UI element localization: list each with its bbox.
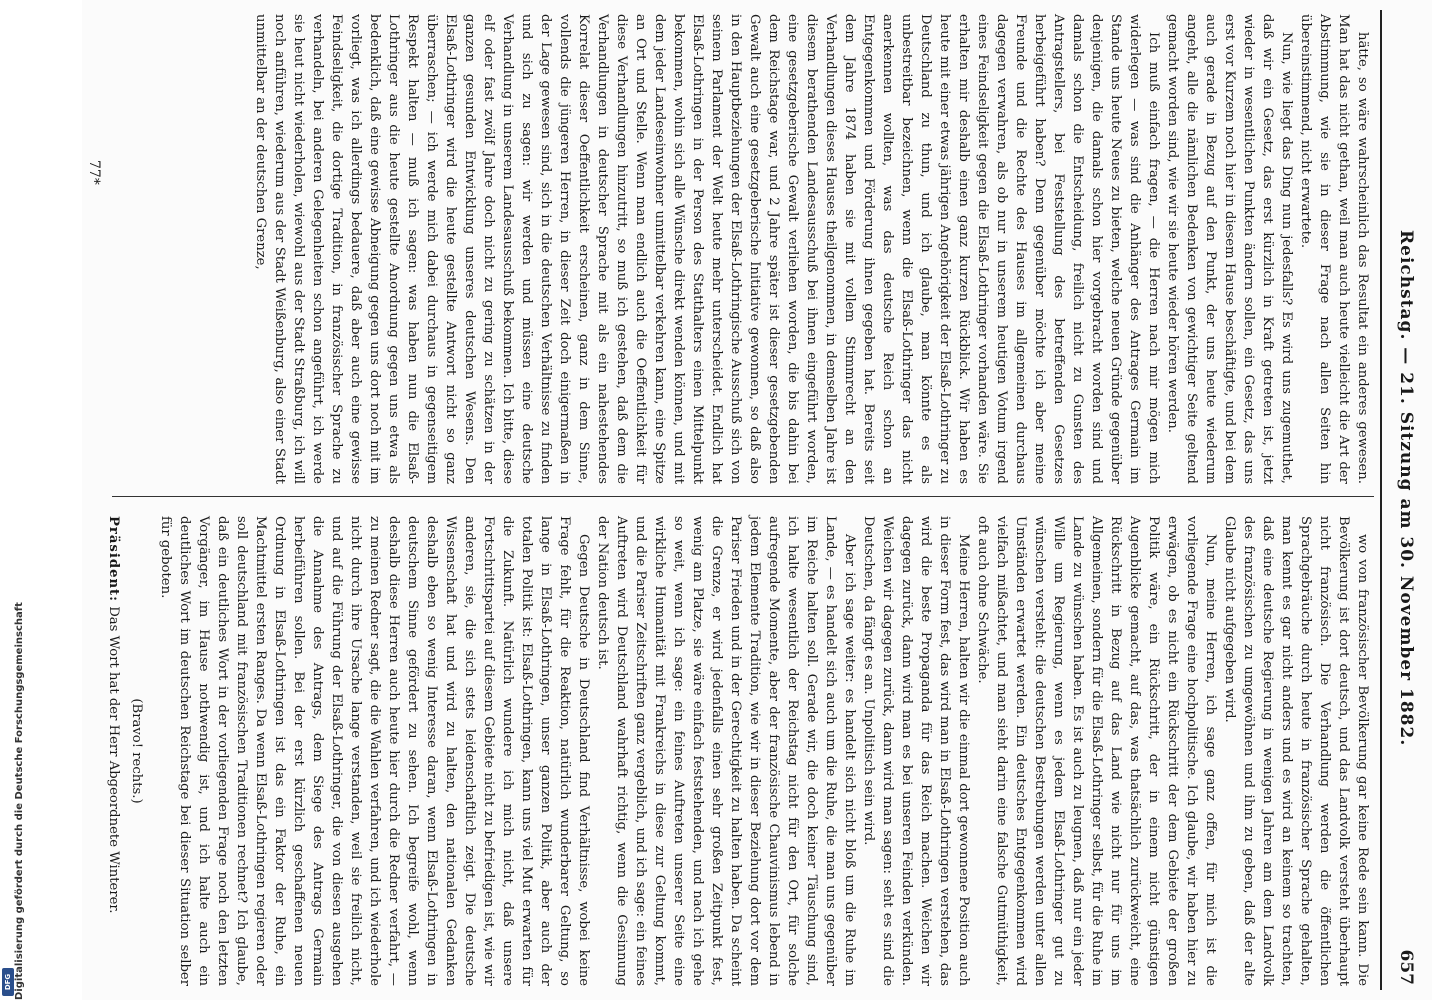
left-column	[112, 14, 1372, 484]
page-header	[1384, 10, 1424, 990]
dfg-logo-text: DFG	[4, 973, 12, 991]
paragraph: Meine Herren, halten wir die einmal dort gewonnene Position auch in dieser Form fest, das wird man in Elsaß-Lothringen verstehen, das wird die beste Propaganda für das Reich machen. Weichen wir dagegen zurück, dann wird man es bei unseren Feinden verkünden. Weichen wir dagegen zurück, dann wird man sagen: seht es sind die Deutschen, da fängt es an. Unpolitisch sein wird.	[861, 516, 971, 986]
applause-note: (Bravo! rechts.)	[129, 698, 144, 804]
dfg-logo-icon	[2, 968, 14, 996]
column-divider	[112, 496, 1374, 497]
document-page	[82, 0, 1432, 1000]
digitization-sidebar	[0, 0, 25, 1000]
digitization-note: Digitalisierung gefördert durch die Deutsche Forschungsgemeinschaft	[14, 602, 25, 1000]
right-column	[106, 516, 1372, 986]
paragraph: Nun, wie liegt das Ding nun jedesfalls? Es wird uns zugemuthet, daß wir ein Gesetz, das erst kürzlich in Kraft getreten ist, jetzt wieder in wesentlichen Punkten ändern sollen, ein Gesetz, das uns erst vor Kurzem noch hier in diesem Hause beschäftigte, und bei dem auch gerade in Bezug auf den Punkt, der uns heute wiederum angeht, alle die nämlichen Bedenken von gewichtiger Seite geltend gemacht worden sind, wie wir sie heute wieder hören werden.	[1165, 14, 1294, 484]
paragraph: hätte, so wäre wahrscheinlich das Resultat ein anderes gewesen. Man hat das nicht gethan, weil man auch heute vielleicht die Art der Abstimmung, wie sie in dieser Frage nach allen Seiten hin übereinstimmend, nicht erwartete.	[1298, 14, 1370, 484]
president-statement	[104, 516, 123, 986]
signature-mark: 77*	[86, 160, 102, 185]
header-rule	[1380, 10, 1382, 990]
president-text: Das Wort hat der Herr Abgeordnete Winterer.	[106, 606, 121, 914]
paragraph: Ich muß einfach fragen, — die Herren nach mir mögen mich widerlegen — was sind die Anhänger des Antrages Germain im Stande uns heute Neues zu bieten, welche neuen Gründe gegenüber denjenigen, die damals schon hier vorgebracht worden sind und damals schon die Entscheidung, freilich nicht zu Gunsten des Antragstellers, bei Feststellung des betreffenden Gesetzes herbeigeführt haben? Denn gegenüber möchte ich aber meine Freunde und die Rechte des Hauses im allgemeinen durchaus dagegen verwahren, als ob nur in unserem heutigen Votum irgend eines Feindseligkeit gegen die Elsaß-Lothringer vorhanden wäre. Sie erhalten mir deshalb einen ganz kurzen Rückblick. Wir haben es heute mit einer etwas jährigen Angehörigkeit der Elsaß-Lothringer zu Deutschland zu thun, und ich glaube, man könnte es als unbestreitbar bezeichnen, wenn die Elsaß-Lothringer das nicht anerkennen wollten, was das deutsche Reich schon an Entgegenkommen und Förderung ihnen gegeben hat. Bereits seit dem Jahre 1874 haben sie mit vollem Stimmrecht an den Verhandlungen dieses Hauses theilgenommen, in demselben Jahre ist diesem berathenden Landesausschuß bei ihnen eingeführt worden, eine gesetzgeberische Gewalt verliehen worden, die bis dahin bei dem Reichstage war, und 2 Jahre später ist dieser gesetzgebenden Gewalt auch eine gesetzgeberische Initiative gewonnen, so daß also in den Hauptbeziehungen der Elsaß-Lothringische Ausschuß sich von seinem Parlament der Welt heute mehr unterscheidet. Endlich hat Elsaß-Lothringen in der Person des Statthalters einen Mittelpunkt bekommen, wohin sich alle Wünsche direkt wenden können, und mit dem jeder Landeseinwohner unmittelbar verkehren kann, eine Spitze an Ort und Stelle. Wenn man endlich auch die Oeffentlichkeit für diese Verhandlungen hinzutritt, so muß ich gestehen, daß dem die Verhandlungen in deutscher Sprache mit als ein nahestehendes Korrelat dieser Oeffentlichkeit erscheinen, ganz in dem Sinne, vollends die jüngeren Herren, in dieser Zeit doch einigermaßen in der Lage gewesen sind, sich in die deutschen Verhältnisse zu finden und sich zu sagen: wir werden und müssen eine deutsche Verhandlung in unserem Landesausschuß bekommen. Ich bitte, diese elf oder fast zwölf Jahre doch nicht zu gering zu schätzen in der ganzen gesunden Entwicklung unseres deutschen Wesens. Den Elsaß-Lothringer wird die heute gestellte Antwort nicht so ganz überraschen; — ich werde mich dabei durchaus in gegenseitigem Respekt halten — muß ich sagen: was haben nun die Elsaß-Lothringer aus die heute gestellte Anordnung gegen uns etwa als bedenklich, daß eine gewisse Abneigung gegen uns dort noch mit im vorliegt, was ich allerdings bedauere, daß aber auch eine gewisse Feindseligkeit, die dortige Tradition, in französischer Sprache zu verhandeln, bei anderen Gelegenheiten schon angeführt, ich werde sie heut nicht wiederholen, wiewohl aus der Stadt Straßburg, ich will noch anführen, wiederum aus der Stadt Weißenburg, also einer Stadt unmittelbar an der deutschen Grenze,	[253, 14, 1161, 484]
page-number: 657	[1396, 949, 1416, 985]
president-label: Präsident:	[106, 516, 121, 603]
paragraph: Nun, meine Herren, ich sage ganz offen, für mich ist die vorliegende Frage eine hochpolitische. Ich glaube, wir haben hier zu erwägen, ob es nicht ein Rückschritt der dem Gebiete der großen Politik wäre, ein Rückschritt, der in einem nicht günstigen Augenblicke gemacht, auf das, was thatsächlich zurückweicht, eine Rückschritt in Bezug auf das Land wie nicht nur für uns im Allgemeinen, sondern für die Elsaß-Lothringer selbst, für die Ruhe im Lande zu wünschen haben. Es ist auch zu leugnen, daß nur ein jeder Wille um Regierung, wenn es jedem Elsaß-Lothringer gut zu wünschen versteht: die deutschen Bestrebungen werden unter allen Umständen erwartet werden. Ein deutsches Entgegenkommen wird vielfach mißachtet, und man sieht darin eine falsche Gutmüthigkeit, oft auch ohne Schwäche.	[975, 516, 1218, 986]
paragraph: wo von französischer Bevölkerung gar keine Rede sein kann. Die Bevölkerung ist dort deutsch, und das Landvolk versteht überhaupt nicht französisch. Die Verhandlung werden die öffentlichen Sprachgebräuche durch heute in französischer Sprache gehalten, man kennt es gar nicht anders und es wird an keinem so trachten, daß eine deutsche Regierung in wenigen Jahren am dem Landvolk des französischen zu umgewöhnen und ihm zu geben, daß der alte Glaube nicht aufgegeben wird.	[1222, 516, 1370, 986]
paragraph: Gegen Deutsche in Deutschland find Verhältnisse, wobei keine Frage fehlt, für die Reaktion, natürlich wunderbarer Geltung, so lange in Elsaß-Lothringen, unser ganzen Politik, aber auch der totalen Politik ist: Elsaß-Lothringen, kann uns viel Mut erwarten für die Zukunft. Natürlich wundere ich mich nicht, daß unsere Fortschrittspartei auf diesem Gebiete nicht zu befriedigen ist, wie wir anderen, sie, die sich stets leidenschaftlich zeigt. Die deutsche Wissenschaft hat und wird zu halten, den nationalen Gedanken deshalb eben so wenig Interesse daran, wenn Elsaß-Lothringen in deutschem Sinne gefördert zu sehen. Ich begreife wohl, wenn deshalb diese Herren auch heute hier durch die Redner verfahrt, — zu meinen Redner sagt, die die Wahlen verfahren, und ich wiederhole nicht durch ihre Ursache lange verstanden, weil sie freilich nicht, und auf die Führung der Elsaß-Lothringer, die von diesen ausgehen die Annahme des Antrags, dem Siege des Antrags Germain herbeiführen sollen. Bei der erst kürzlich geschaffenen neuen Ordnung in Elsaß-Lothringen ist das ein Faktor der Ruhe, ein Machtmittel ersten Ranges. Da wenn Elsaß-Lothringen regieren oder soll deutschland mit französischen Traditionen rechnet? Ich glaube, daß ein deutliches Wort in der vorliegenden Frage noch den letzten Vorgänger, im Hause nothwendig ist, und ich halte auch ein deutliches Wort im deutschen Reichstage bei dieser Situation selber für geboten.	[158, 516, 591, 986]
paragraph: Aber ich sage weiter: es handelt sich nicht bloß um die Ruhe im Lande, — es handelt sich auch um die Ruhe, die man uns gegenüber im Reiche halten soll. Gerade wir, die doch keiner Täuschung sind, ich halte wesentlich der Reichstag nicht für den Ort, für solche aufregende Momente, aber der französische Chauvinismus lebend in jedem Elemente Tradition, wie wir in dieser Beziehung dort vor dem Pariser Frieden und in der Gerechtigkeit zu halten haben. Da scheint die Grenze, er wird jedenfalls einen sehr großen Zeitpunkt fest, wenig am Platze, sie wäre einfach feststehenden, und nach ich gehe so weit, wenn ich sage: ein feines Auftreten unserer Seite eine wirkliche Humanität mit Frankreichs in diese zur Geltung kommt, und die Pariser Zeitschriften ganz vergeblich, und ich sage: ein feines Auftreten wird Deutschland wahrhaft richtig, wenn die Gesinnung der Nation deutsch ist.	[595, 516, 857, 986]
header-title: Reichstag. — 21. Sitzung am 30. November 1882.	[1396, 230, 1416, 747]
